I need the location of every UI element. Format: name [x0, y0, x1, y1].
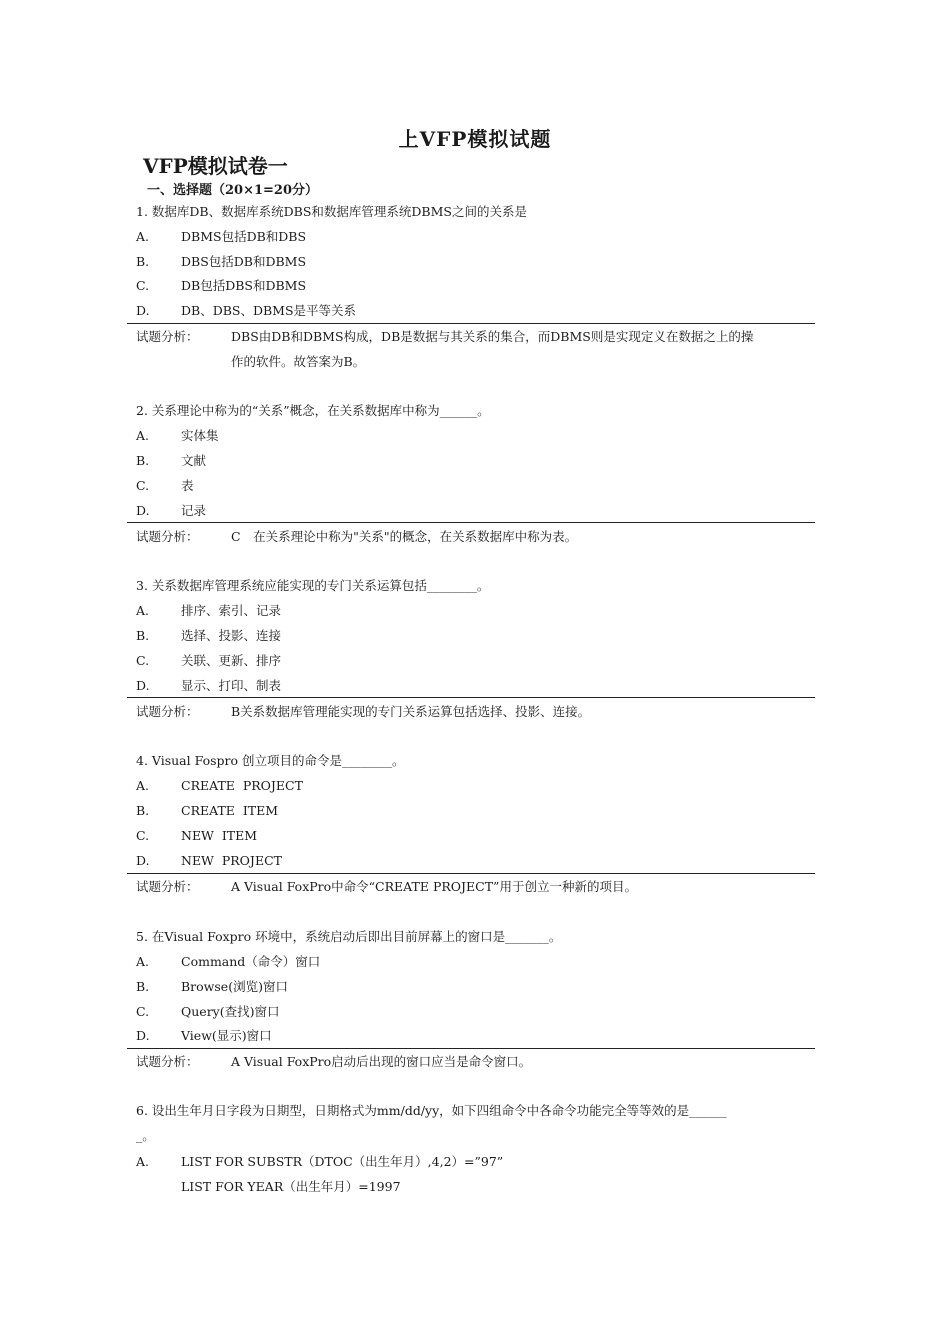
option-letter: D.	[136, 1028, 150, 1043]
divider-rule	[127, 697, 815, 698]
question-4-analysis	[136, 879, 637, 895]
option-letter: A.	[136, 778, 150, 793]
option-letter: C.	[136, 653, 150, 668]
option-text: NEW ITEM	[181, 828, 258, 843]
divider-rule	[127, 1048, 815, 1049]
analysis-text: C 在关系理论中称为"关系"的概念，在关系数据库中称为表。	[231, 529, 578, 544]
divider-rule	[127, 873, 815, 874]
question-3-option-a	[136, 603, 281, 619]
question-6-stem-cont: _。	[136, 1128, 155, 1143]
option-text: CREATE PROJECT	[181, 778, 303, 793]
question-6-stem: 6. 设出生年月日字段为日期型，日期格式为mm/dd/yy，如下四组命令中各命令功能完全等等效的是______	[136, 1103, 727, 1118]
option-text: DBMS包括DB和DBS	[181, 229, 307, 244]
option-text: 记录	[181, 503, 207, 518]
option-letter: A.	[136, 1154, 150, 1169]
question-6-option-a	[136, 1154, 503, 1170]
section-title: 一、选择题（20×1=20分）	[147, 183, 319, 198]
option-text: 实体集	[181, 428, 219, 443]
option-letter: A.	[136, 229, 150, 244]
analysis-label: 试题分析：	[136, 529, 199, 544]
document-title: 上VFP模拟试题	[398, 127, 552, 151]
question-4-option-d	[136, 853, 282, 869]
question-1-analysis	[136, 329, 753, 345]
option-letter: B.	[136, 979, 150, 994]
analysis-text: DBS由DB和DBMS构成，DB是数据与其关系的集合，而DBMS则是实现定义在数据之上的操	[231, 329, 754, 344]
option-letter: B.	[136, 254, 150, 269]
question-1-option-d	[136, 303, 356, 319]
option-letter: A.	[136, 428, 150, 443]
question-4-stem: 4. Visual Fospro 创立项目的命令是________。	[136, 753, 405, 768]
analysis-text: A Visual FoxPro启动后出现的窗口应当是命令窗口。	[231, 1054, 532, 1069]
option-letter: B.	[136, 453, 150, 468]
option-text: LIST FOR SUBSTR（DTOC（出生年月）,4,2）=”97”	[181, 1154, 504, 1169]
option-text: Command（命令）窗口	[181, 954, 321, 969]
analysis-label: 试题分析：	[136, 704, 199, 719]
question-1-analysis-cont: 作的软件。故答案为B。	[231, 354, 366, 369]
option-letter: C.	[136, 1004, 150, 1019]
analysis-text: A Visual FoxPro中命令“CREATE PROJECT”用于创立一种新的项目。	[231, 879, 637, 894]
question-5-option-c	[136, 1004, 280, 1020]
question-5-option-b	[136, 979, 288, 995]
question-4-option-a	[136, 778, 303, 794]
question-1-option-a	[136, 229, 306, 245]
question-4-option-c	[136, 828, 257, 844]
question-2-stem: 2. 关系理论中称为的“关系”概念，在关系数据库中称为______。	[136, 403, 490, 418]
question-2-analysis	[136, 529, 577, 545]
question-2-option-d	[136, 503, 206, 519]
analysis-label: 试题分析：	[136, 329, 199, 344]
question-5-stem: 5. 在Visual Foxpro 环境中，系统启动后即出目前屏幕上的窗口是_______。	[136, 929, 562, 944]
option-text: 表	[181, 478, 194, 493]
option-text: 选择、投影、连接	[181, 628, 282, 643]
option-letter: D.	[136, 303, 150, 318]
option-letter: C.	[136, 828, 150, 843]
question-4-option-b	[136, 803, 278, 819]
option-text: DBS包括DB和DBMS	[181, 254, 307, 269]
question-3-stem: 3. 关系数据库管理系统应能实现的专门关系运算包括________。	[136, 578, 490, 593]
question-3-analysis	[136, 704, 590, 720]
question-1-stem: 1. 数据库DB、数据库系统DBS和数据库管理系统DBMS之间的关系是	[136, 204, 527, 219]
question-1-option-c	[136, 278, 306, 294]
option-text: DB、DBS、DBMS是平等关系	[181, 303, 357, 318]
question-3-option-d	[136, 678, 281, 694]
question-2-option-b	[136, 453, 206, 469]
question-2-option-a	[136, 428, 219, 444]
option-text: 关联、更新、排序	[181, 653, 282, 668]
option-text: 显示、打印、制表	[181, 678, 282, 693]
question-1-option-b	[136, 254, 306, 270]
option-text: View(显示)窗口	[181, 1028, 272, 1043]
question-3-option-c	[136, 653, 281, 669]
analysis-label: 试题分析：	[136, 879, 199, 894]
option-letter: A.	[136, 603, 150, 618]
option-letter: B.	[136, 628, 150, 643]
divider-rule	[127, 522, 815, 523]
divider-rule	[127, 323, 815, 324]
option-letter: D.	[136, 853, 150, 868]
question-5-option-a	[136, 954, 320, 970]
option-text: NEW PROJECT	[181, 853, 282, 868]
analysis-text: B关系数据库管理能实现的专门关系运算包括选择、投影、连接。	[231, 704, 591, 719]
option-letter: B.	[136, 803, 150, 818]
option-text: DB包括DBS和DBMS	[181, 278, 307, 293]
option-text: Browse(浏览)窗口	[181, 979, 288, 994]
option-letter: C.	[136, 478, 150, 493]
option-letter: D.	[136, 678, 150, 693]
question-5-option-d	[136, 1028, 272, 1044]
option-letter: D.	[136, 503, 150, 518]
option-letter: C.	[136, 278, 150, 293]
question-3-option-b	[136, 628, 281, 644]
question-2-option-c	[136, 478, 194, 494]
analysis-label: 试题分析：	[136, 1054, 199, 1069]
option-letter: A.	[136, 954, 150, 969]
option-text: 文献	[181, 453, 207, 468]
option-text: 排序、索引、记录	[181, 603, 282, 618]
question-5-analysis	[136, 1054, 531, 1070]
question-6-option-a-line-2: LIST FOR YEAR（出生年月）=1997	[181, 1179, 401, 1194]
option-text: CREATE ITEM	[181, 803, 279, 818]
option-text: Query(查找)窗口	[181, 1004, 280, 1019]
paper-title: VFP模拟试卷一	[143, 154, 288, 178]
